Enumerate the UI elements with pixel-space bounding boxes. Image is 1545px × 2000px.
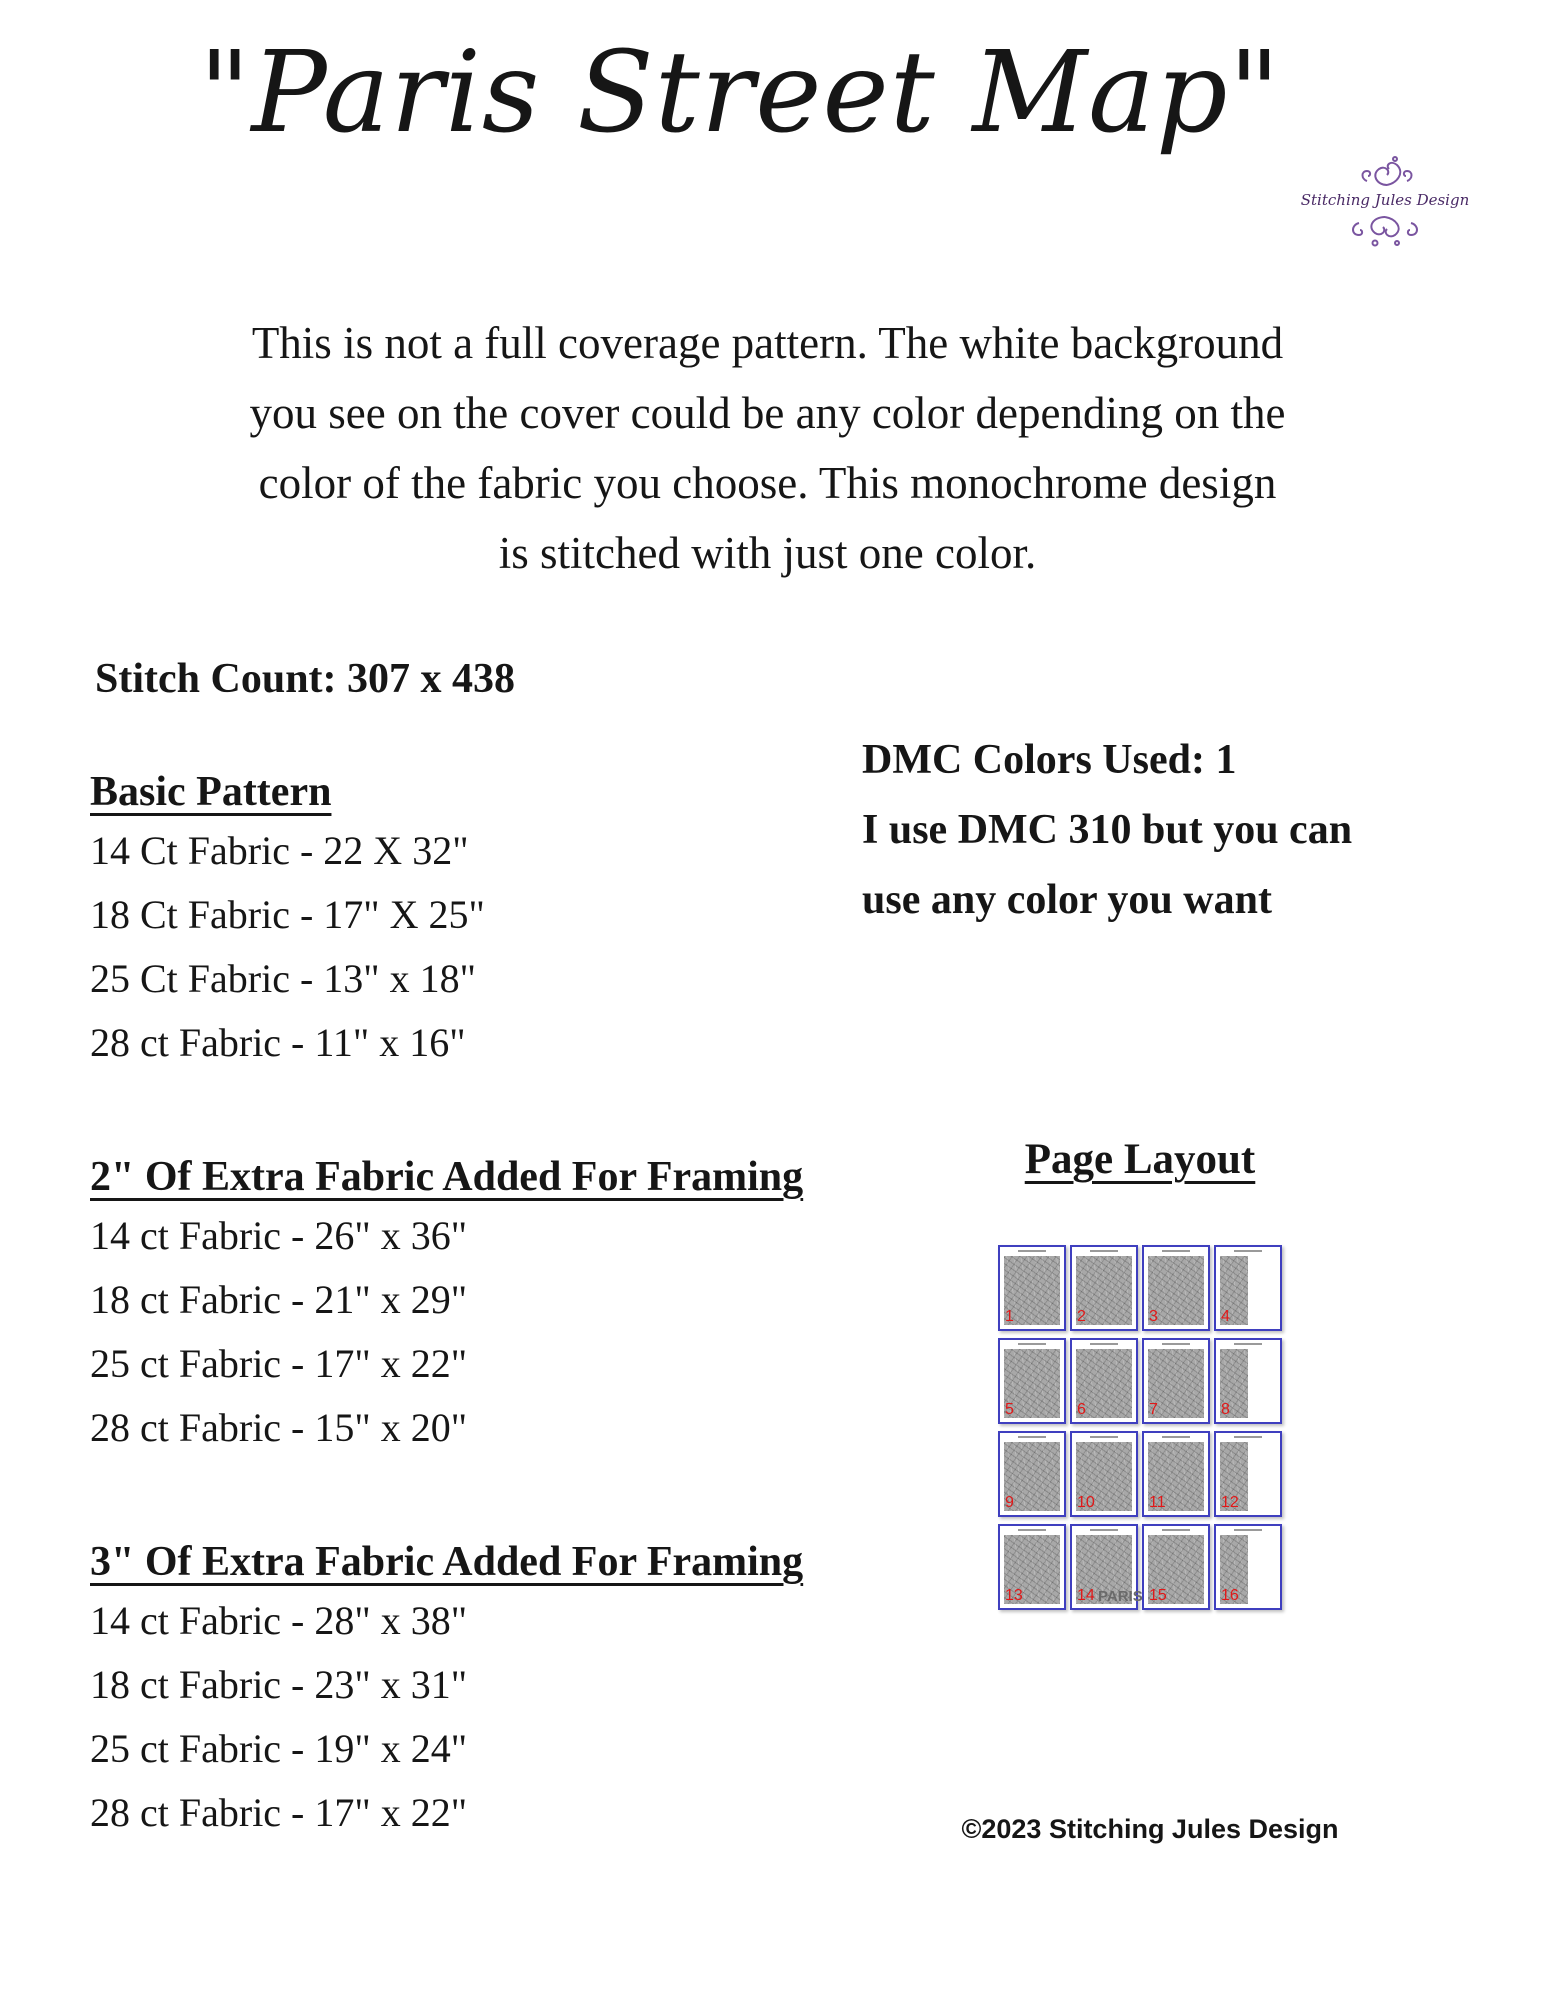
page-thumbnail [1070, 1338, 1138, 1424]
fabric-size-line: 14 Ct Fabric - 22 X 32" [90, 828, 469, 873]
fabric-size-line: 25 Ct Fabric - 13" x 18" [90, 956, 476, 1001]
page-thumbnail [1214, 1431, 1282, 1517]
basic-pattern-section [90, 765, 870, 1075]
thumbnail-header [1234, 1529, 1262, 1531]
dmc-line: DMC Colors Used: 1 [862, 737, 1237, 783]
extra-2in-heading: 2" Of Extra Fabric Added For Framing [90, 1154, 804, 1200]
page-thumbnail [998, 1431, 1066, 1517]
page-number: 12 [1221, 1494, 1239, 1511]
page-thumbnail [1070, 1431, 1138, 1517]
fabric-size-line: 25 ct Fabric - 19" x 24" [90, 1726, 468, 1771]
page-thumbnail [1214, 1524, 1282, 1610]
fabric-size-line: 18 Ct Fabric - 17" X 25" [90, 892, 485, 937]
page-thumbnail [1142, 1524, 1210, 1610]
dmc-colors-info [862, 725, 1352, 935]
page-thumbnail [998, 1338, 1066, 1424]
page-number: 3 [1149, 1308, 1158, 1325]
swirl-ornament-bottom-icon [1335, 213, 1435, 247]
page-number: 9 [1005, 1494, 1014, 1511]
basic-pattern-heading: Basic Pattern [90, 769, 332, 815]
page-thumbnail [1070, 1245, 1138, 1331]
copyright-notice: ©2023 Stitching Jules Design [961, 1814, 1339, 1844]
thumbnail-header [1162, 1529, 1190, 1531]
fabric-size-line: 18 ct Fabric - 23" x 31" [90, 1662, 468, 1707]
page-title: "Paris Street Map" [198, 28, 1282, 158]
page-thumbnail [1142, 1338, 1210, 1424]
page-thumbnail [1142, 1431, 1210, 1517]
swirl-ornament-top-icon [1347, 155, 1427, 189]
thumbnail-header [1090, 1250, 1118, 1252]
page-number: 6 [1077, 1401, 1086, 1418]
page-number: 4 [1221, 1308, 1230, 1325]
thumbnail-header [1234, 1250, 1262, 1252]
intro-paragraph [150, 308, 1385, 588]
page-number: 16 [1221, 1587, 1239, 1604]
fabric-size-line: 25 ct Fabric - 17" x 22" [90, 1341, 468, 1386]
paris-overlay-text: PARIS [1098, 1588, 1143, 1605]
thumbnail-header [1090, 1343, 1118, 1345]
page-number: 7 [1149, 1401, 1158, 1418]
page-thumbnail [1214, 1245, 1282, 1331]
extra-3in-section [90, 1535, 870, 1845]
intro-line: is stitched with just one color. [498, 528, 1037, 578]
page-number: 1 [1005, 1308, 1014, 1325]
page-layout-heading: Page Layout [1024, 1136, 1256, 1183]
thumbnail-header [1090, 1436, 1118, 1438]
thumbnail-header [1090, 1529, 1118, 1531]
thumbnail-header [1234, 1436, 1262, 1438]
stitch-count: Stitch Count: 307 x 438 [95, 656, 516, 702]
page-number: 13 [1005, 1587, 1023, 1604]
page-thumbnail [1142, 1245, 1210, 1331]
extra-2in-section [90, 1150, 870, 1460]
page-number: 5 [1005, 1401, 1014, 1418]
page-number: 10 [1077, 1494, 1095, 1511]
thumbnail-header [1018, 1529, 1046, 1531]
thumbnail-header [1162, 1343, 1190, 1345]
page-thumbnail [1214, 1338, 1282, 1424]
page-number: 14 [1077, 1587, 1095, 1604]
fabric-size-line: 18 ct Fabric - 21" x 29" [90, 1277, 468, 1322]
page-thumbnail [998, 1524, 1066, 1610]
thumbnail-header [1018, 1436, 1046, 1438]
logo-text: Stitching Jules Design [1300, 191, 1470, 209]
intro-line: you see on the cover could be any color depending on the [249, 388, 1286, 438]
intro-line: color of the fabric you choose. This monochrome design [258, 458, 1277, 508]
page-thumbnail [998, 1245, 1066, 1331]
fabric-size-line: 14 ct Fabric - 28" x 38" [90, 1598, 468, 1643]
fabric-size-line: 28 ct Fabric - 11" x 16" [90, 1020, 466, 1065]
page-number: 11 [1149, 1494, 1166, 1511]
thumbnail-header [1018, 1343, 1046, 1345]
brand-logo [1285, 155, 1485, 250]
dmc-line: I use DMC 310 but you can [862, 807, 1353, 853]
dmc-line: use any color you want [862, 877, 1272, 923]
intro-line: This is not a full coverage pattern. The white background [251, 318, 1284, 368]
page-number: 2 [1077, 1308, 1086, 1325]
page-number: 8 [1221, 1401, 1230, 1418]
page-number: 15 [1149, 1587, 1167, 1604]
fabric-size-line: 28 ct Fabric - 17" x 22" [90, 1790, 468, 1835]
thumbnail-header [1162, 1436, 1190, 1438]
thumbnail-header [1162, 1250, 1190, 1252]
thumbnail-header [1018, 1250, 1046, 1252]
fabric-size-line: 28 ct Fabric - 15" x 20" [90, 1405, 468, 1450]
extra-3in-heading: 3" Of Extra Fabric Added For Framing [90, 1539, 804, 1585]
fabric-size-line: 14 ct Fabric - 26" x 36" [90, 1213, 468, 1258]
thumbnail-header [1234, 1343, 1262, 1345]
